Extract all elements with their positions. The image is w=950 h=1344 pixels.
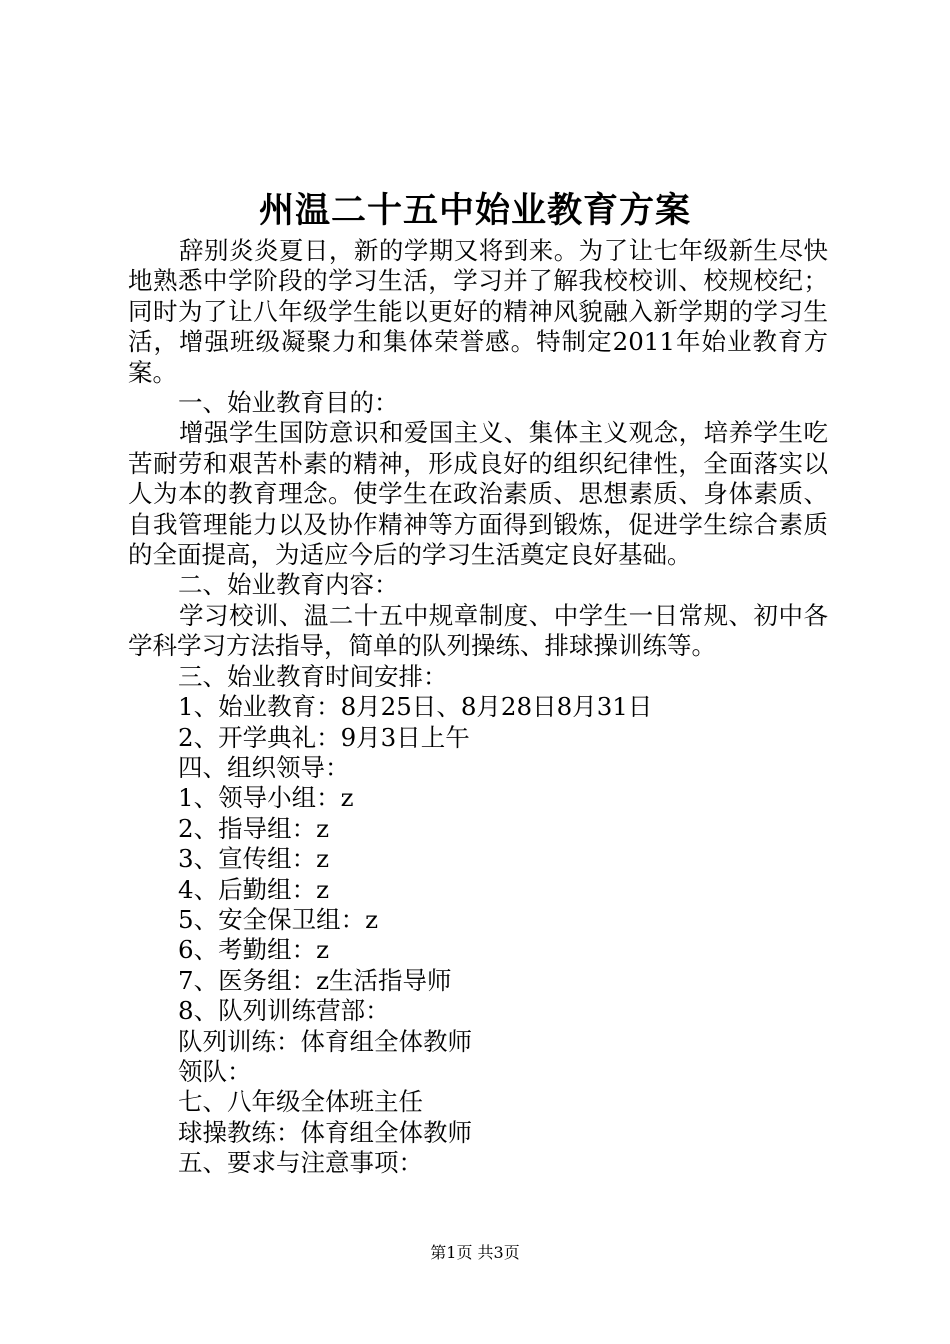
organization-item: 6、考勤组：z: [178, 935, 329, 965]
organization-item: 4、后勤组：z: [178, 874, 329, 904]
organization-item: 领队：: [178, 1056, 252, 1086]
section-heading-requirements: 五、要求与注意事项：: [178, 1148, 423, 1178]
schedule-item: 2、开学典礼：9月3日上午: [178, 722, 470, 752]
organization-item: 球操教练：体育组全体教师: [178, 1117, 472, 1147]
content-paragraph: 学习校训、温二十五中规章制度、中学生一日常规、初中各学科学习方法指导，简单的队列操练、排球操训练等。: [128, 600, 828, 661]
organization-item: 七、八年级全体班主任: [178, 1087, 423, 1117]
organization-item: 2、指导组：z: [178, 813, 329, 843]
section-heading-content: 二、始业教育内容：: [178, 570, 399, 600]
schedule-item: 1、始业教育：8月25日、8月28日8月31日: [178, 692, 653, 722]
page-footer: 第1页 共3页: [430, 1243, 520, 1262]
purpose-paragraph: 增强学生国防意识和爱国主义、集体主义观念，培养学生吃苦耐劳和艰苦朴素的精神，形成良好的组织纪律性，全面落实以人为本的教育理念。使学生在政治素质、思想素质、身体素质、自我管理能力以及协作精神等方面得到锻炼，促进学生综合素质的全面提高，为适应今后的学习生活奠定良好基础。: [128, 418, 828, 570]
section-heading-purpose: 一、始业教育目的：: [178, 388, 399, 418]
section-heading-schedule: 三、始业教育时间安排：: [178, 661, 448, 691]
document-body: [128, 236, 828, 1179]
intro-paragraph: 辞别炎炎夏日，新的学期又将到来。为了让七年级新生尽快地熟悉中学阶段的学习生活，学习并了解我校校训、校规校纪；同时为了让八年级学生能以更好的精神风貌融入新学期的学习生活，增强班级凝聚力和集体荣誉感。特制定2011年始业教育方案。: [128, 236, 828, 387]
organization-item: 1、领导小组：z: [178, 783, 354, 813]
organization-item: 3、宣传组：z: [178, 844, 329, 874]
organization-item: 队列训练：体育组全体教师: [178, 1026, 472, 1056]
organization-item: 8、队列训练营部：: [178, 996, 390, 1026]
organization-item: 5、安全保卫组：z: [178, 904, 378, 934]
organization-item: 7、医务组：z生活指导师: [178, 965, 452, 995]
section-heading-organization: 四、组织领导：: [178, 752, 350, 782]
document-title: 州温二十五中始业教育方案: [258, 190, 691, 231]
